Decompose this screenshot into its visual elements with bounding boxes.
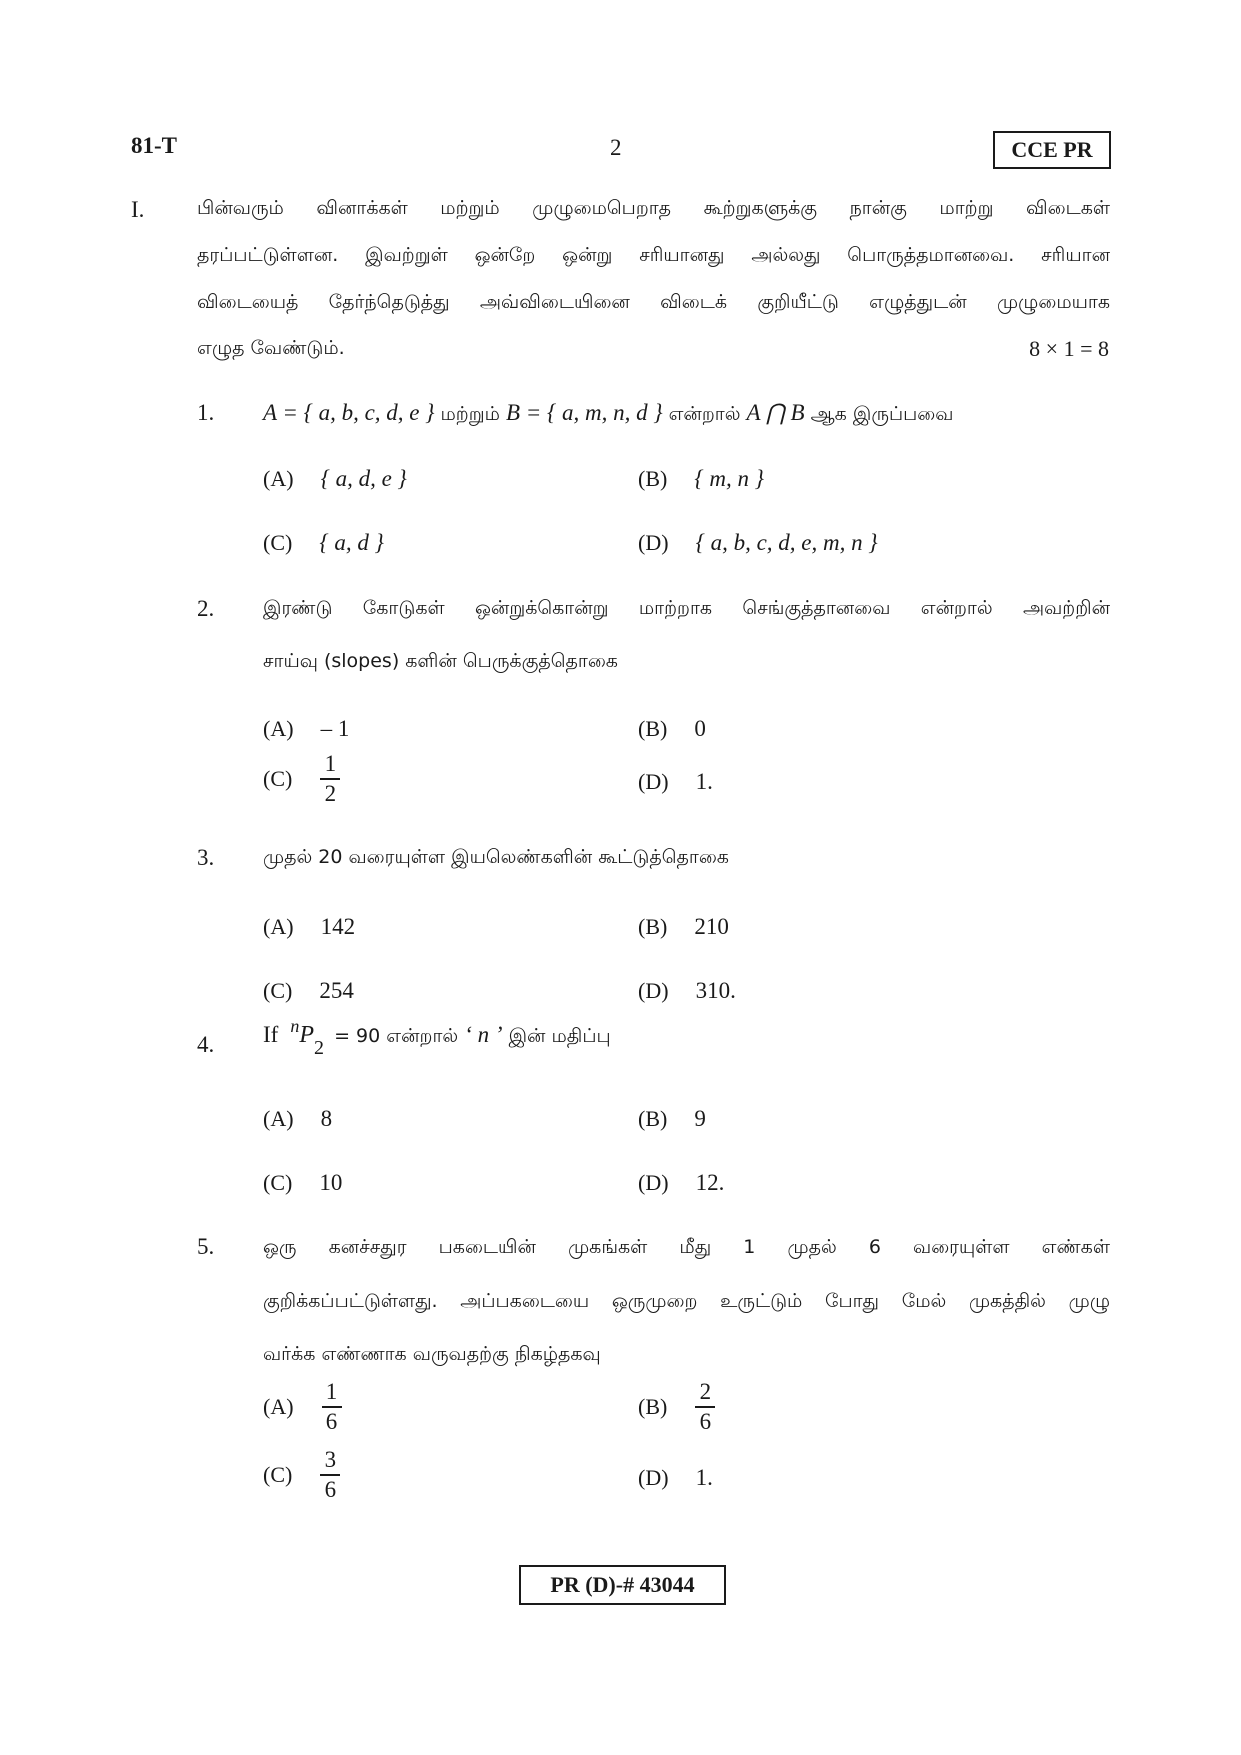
fraction-bar — [322, 1406, 342, 1408]
set-a: A = { a, b, c, d, e } — [263, 400, 435, 425]
option-b[interactable] — [638, 716, 706, 742]
question-tail: ஆக இருப்பவை — [810, 403, 954, 425]
question-number: 5. — [197, 1234, 215, 1259]
section-number: I. — [131, 197, 145, 222]
perm-superscript: n — [290, 1016, 300, 1036]
option-c[interactable] — [263, 1170, 342, 1196]
option-b[interactable] — [638, 914, 729, 940]
option-value: 10 — [319, 1170, 343, 1195]
question-tail: இன் மதிப்பு — [508, 1025, 611, 1047]
option-d[interactable] — [638, 1170, 724, 1196]
option-label: (C) — [263, 1461, 293, 1487]
question-number: 4. — [197, 1032, 215, 1057]
option-label: (C) — [263, 1170, 293, 1195]
option-label: (A) — [263, 914, 294, 939]
option-c[interactable] — [263, 753, 340, 805]
instruction-line: தரப்பட்டுள்ளன. இவற்றுள் ஒன்றே ஒன்று சரியானது அல்லது பொருத்தமானவை. சரியான — [197, 244, 1110, 266]
option-fraction — [320, 753, 340, 805]
question-text: சாய்வு (slopes) களின் பெருக்குத்தொகை — [263, 650, 618, 672]
question-text: முதல் 20 வரையுள்ள இயலெண்களின் கூட்டுத்தொகை — [263, 846, 729, 868]
option-value: 1. — [695, 769, 713, 794]
option-b[interactable] — [638, 466, 764, 492]
option-label: (D) — [638, 1465, 669, 1490]
option-label: (B) — [638, 716, 668, 741]
option-value: { a, d, e } — [320, 466, 407, 491]
instruction-line: பின்வரும் வினாக்கள் மற்றும் முழுமைபெறாத கூற்றுகளுக்கு நான்கு மாற்று விடைகள் — [197, 197, 1110, 219]
option-value: 1. — [695, 1465, 713, 1490]
fraction-numerator: 1 — [325, 1379, 338, 1404]
fraction-bar — [320, 778, 340, 780]
option-value: 142 — [320, 914, 356, 939]
option-c[interactable] — [263, 530, 384, 556]
question-text: வர்க்க எண்ணாக வருவதற்கு நிகழ்தகவு — [263, 1343, 601, 1365]
option-fraction — [695, 1381, 715, 1433]
option-b[interactable] — [638, 1381, 715, 1433]
option-fraction — [322, 1381, 342, 1433]
option-d[interactable] — [638, 1465, 713, 1491]
variable-n: ‘ n ’ — [464, 1022, 503, 1047]
question-text: ஒரு கனச்சதுர பகடையின் முகங்கள் மீது 1 முதல் 6 வரையுள்ள எண்கள் — [263, 1236, 1110, 1258]
question-number: 2. — [197, 596, 215, 621]
option-value: 0 — [694, 716, 706, 741]
option-value: – 1 — [320, 716, 350, 741]
fraction-denominator: 2 — [324, 780, 337, 806]
word-then: என்றால் — [668, 403, 741, 425]
fraction-bar — [695, 1406, 715, 1408]
option-label: (C) — [263, 530, 293, 555]
option-a[interactable] — [263, 914, 355, 940]
option-fraction — [320, 1449, 340, 1501]
perm-symbol: P — [299, 1022, 315, 1048]
option-d[interactable] — [638, 530, 878, 556]
option-value: 310. — [695, 978, 736, 1003]
option-label: (D) — [638, 530, 669, 555]
option-label: (C) — [263, 978, 293, 1003]
option-label: (D) — [638, 769, 669, 794]
option-label: (B) — [638, 466, 668, 491]
fraction-numerator: 2 — [699, 1379, 712, 1404]
option-label: (D) — [638, 1170, 669, 1195]
fraction-numerator: 1 — [324, 751, 337, 776]
option-c[interactable] — [263, 1449, 340, 1501]
fraction-bar — [320, 1474, 340, 1476]
option-value: 9 — [694, 1106, 706, 1131]
paper-code: 81-T — [131, 133, 177, 158]
option-a[interactable] — [263, 716, 349, 742]
equation-tail: = 90 என்றால் — [334, 1025, 459, 1047]
word-and: மற்றும் — [440, 403, 500, 425]
option-a[interactable] — [263, 1381, 342, 1433]
option-value: { a, b, c, d, e, m, n } — [695, 530, 878, 555]
intersection-expr: A ⋂ B — [746, 400, 805, 425]
question-text — [263, 1016, 611, 1059]
word-if: If — [263, 1022, 279, 1047]
option-label: (B) — [638, 1393, 668, 1419]
perm-subscript: 2 — [314, 1037, 325, 1059]
option-label: (A) — [263, 1393, 294, 1419]
option-value: { a, d } — [319, 530, 384, 555]
option-label: (D) — [638, 978, 669, 1003]
option-value: 8 — [320, 1106, 333, 1131]
question-text: இரண்டு கோடுகள் ஒன்றுக்கொன்று மாற்றாக செங்குத்தானவை என்றால் அவற்றின் — [263, 597, 1110, 619]
fraction-denominator: 6 — [324, 1476, 337, 1502]
option-a[interactable] — [263, 1106, 332, 1132]
fraction-numerator: 3 — [324, 1447, 337, 1472]
question-number: 3. — [197, 845, 215, 870]
option-value: 210 — [694, 914, 729, 939]
option-label: (A) — [263, 1106, 294, 1131]
option-label: (B) — [638, 914, 668, 939]
cce-badge: CCE PR — [993, 131, 1111, 169]
option-a[interactable] — [263, 466, 407, 492]
option-value: { m, n } — [694, 466, 764, 491]
set-b: B = { a, m, n, d } — [505, 400, 663, 425]
option-label: (B) — [638, 1106, 668, 1131]
fraction-denominator: 6 — [699, 1408, 712, 1434]
instruction-line: விடையைத் தேர்ந்தெடுத்து அவ்விடையினை விடைக் குறியீட்டு எழுத்துடன் முழுமையாக — [197, 291, 1110, 313]
footer-code: PR (D)-# 43044 — [519, 1565, 726, 1605]
option-label: (C) — [263, 765, 293, 791]
option-d[interactable] — [638, 769, 713, 795]
option-d[interactable] — [638, 978, 736, 1004]
option-label: (A) — [263, 716, 294, 741]
question-text — [263, 400, 953, 428]
page-number: 2 — [610, 135, 622, 160]
option-value: 12. — [695, 1170, 725, 1195]
instruction-line: எழுத வேண்டும். — [197, 337, 345, 359]
question-number: 1. — [197, 400, 215, 425]
marks-allocation: 8 × 1 = 8 — [1029, 336, 1109, 361]
fraction-denominator: 6 — [325, 1408, 338, 1434]
option-label: (A) — [263, 466, 294, 491]
option-value: 254 — [319, 978, 354, 1003]
option-c[interactable] — [263, 978, 354, 1004]
option-b[interactable] — [638, 1106, 706, 1132]
question-text: குறிக்கப்பட்டுள்ளது. அப்பகடையை ஒருமுறை உருட்டும் போது மேல் முகத்தில் முழு — [263, 1290, 1110, 1312]
